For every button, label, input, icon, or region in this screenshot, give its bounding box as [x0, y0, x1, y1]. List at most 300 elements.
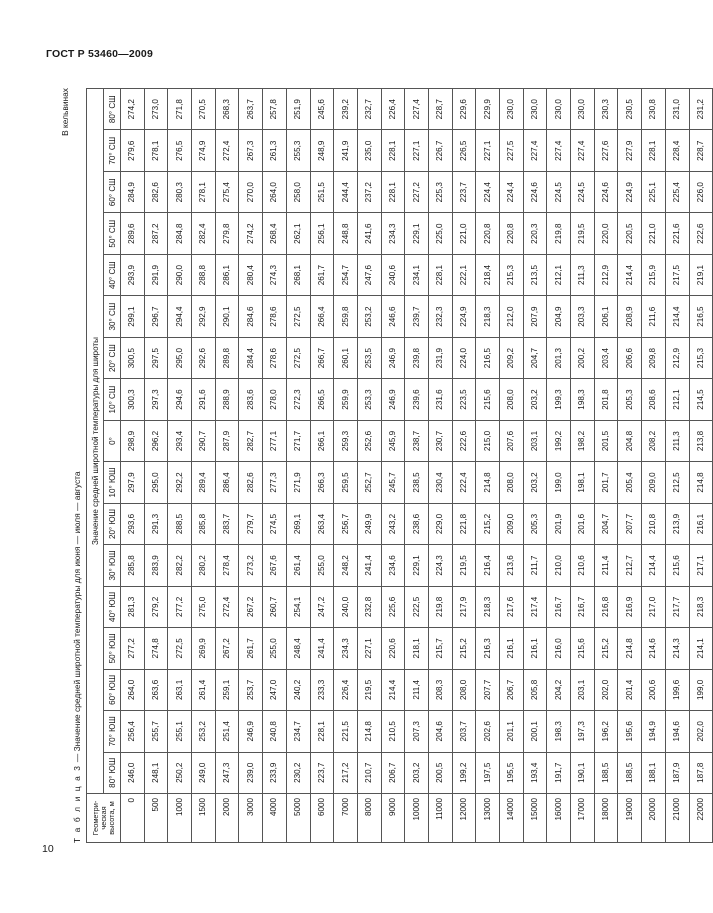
table-row: [192, 89, 216, 843]
temperature-cell: 253,7: [239, 669, 263, 710]
temperature-cell: 232,3: [428, 296, 452, 337]
temperature-cell: 266,4: [310, 296, 334, 337]
temperature-cell: 274,9: [192, 130, 216, 171]
temperature-cell: 284,6: [239, 296, 263, 337]
rotated-table-block: [60, 88, 705, 843]
temperature-cell: 275,4: [215, 171, 239, 212]
temperature-cell: 211,4: [405, 669, 429, 710]
temperature-cell: 280,3: [168, 171, 192, 212]
temperature-cell: 219,8: [428, 586, 452, 627]
temperature-cell: 278,1: [144, 130, 168, 171]
temperature-cell: 218,1: [405, 628, 429, 669]
temperature-cell: 214,6: [642, 628, 666, 669]
temperature-cell: 205,8: [523, 669, 547, 710]
temperature-cell: 261,3: [263, 130, 287, 171]
temperature-cell: 239,7: [405, 296, 429, 337]
temperature-cell: 227,4: [571, 130, 595, 171]
temperature-cell: 256,7: [334, 503, 358, 544]
temperature-cell: 225,0: [428, 213, 452, 254]
temperature-cell: 258,0: [286, 171, 310, 212]
temperature-cell: 201,8: [594, 379, 618, 420]
temperature-cell: 198,2: [571, 420, 595, 461]
temperature-cell: 212,0: [500, 296, 524, 337]
temperature-cell: 259,3: [334, 420, 358, 461]
temperature-cell: 224,3: [428, 545, 452, 586]
temperature-cell: 220,8: [476, 213, 500, 254]
temperature-cell: 205,3: [618, 379, 642, 420]
temperature-cell: 279,6: [121, 130, 145, 171]
temperature-cell: 293,9: [121, 254, 145, 295]
temperature-cell: 247,3: [215, 752, 239, 793]
temperature-cell: 294,6: [168, 379, 192, 420]
altitude-cell: 1000: [168, 794, 192, 843]
temperature-cell: 289,8: [215, 337, 239, 378]
temperature-cell: 224,4: [500, 171, 524, 212]
temperature-cell: 213,9: [665, 503, 689, 544]
altitude-cell: 12000: [452, 794, 476, 843]
temperature-cell: 253,5: [357, 337, 381, 378]
temperature-cell: 227,9: [618, 130, 642, 171]
temperature-cell: 210,8: [642, 503, 666, 544]
temperature-cell: 216,1: [523, 628, 547, 669]
altitude-header: Геометри-ческая высота, м: [87, 794, 121, 843]
temperature-cell: 248,4: [286, 628, 310, 669]
temperature-cell: 290,1: [215, 296, 239, 337]
temperature-cell: 203,1: [523, 420, 547, 461]
temperature-cell: 187,8: [689, 752, 713, 793]
table-row: [381, 89, 405, 843]
temperature-cell: 230,0: [547, 89, 571, 131]
temperature-cell: 228,1: [642, 130, 666, 171]
column-header: 0°: [104, 420, 121, 461]
table-row: [500, 89, 524, 843]
temperature-cell: 241,4: [357, 545, 381, 586]
temperature-cell: 215,3: [689, 337, 713, 378]
altitude-cell: 9000: [381, 794, 405, 843]
temperature-cell: 204,6: [428, 711, 452, 752]
temperature-cell: 261,4: [286, 545, 310, 586]
temperature-cell: 272,5: [286, 337, 310, 378]
temperature-cell: 292,9: [192, 296, 216, 337]
temperature-cell: 227,4: [547, 130, 571, 171]
temperature-cell: 283,6: [239, 379, 263, 420]
temperature-cell: 230,4: [428, 462, 452, 503]
caption-prefix: Т а б л и ц а 3: [72, 764, 82, 843]
temperature-cell: 212,7: [618, 545, 642, 586]
temperature-cell: 212,5: [665, 462, 689, 503]
table-row: [642, 89, 666, 843]
temperature-cell: 208,0: [500, 379, 524, 420]
temperature-cell: 248,9: [310, 130, 334, 171]
temperature-cell: 194,6: [665, 711, 689, 752]
temperature-cell: 239,6: [405, 379, 429, 420]
temperature-cell: 266,7: [310, 337, 334, 378]
temperature-cell: 216,4: [476, 545, 500, 586]
table-row: [547, 89, 571, 843]
altitude-cell: 5000: [286, 794, 310, 843]
temperature-cell: 283,9: [144, 545, 168, 586]
temperature-cell: 210,6: [571, 545, 595, 586]
temperature-cell: 197,3: [571, 711, 595, 752]
group-header-row: [87, 89, 104, 843]
temperature-cell: 206,1: [594, 296, 618, 337]
temperature-cell: 295,0: [144, 462, 168, 503]
temperature-cell: 288,8: [192, 254, 216, 295]
temperature-cell: 211,4: [594, 545, 618, 586]
temperature-cell: 222,4: [452, 462, 476, 503]
temperature-cell: 220,8: [500, 213, 524, 254]
temperature-cell: 210,7: [357, 752, 381, 793]
temperature-cell: 199,0: [547, 462, 571, 503]
temperature-cell: 244,4: [334, 171, 358, 212]
temperature-cell: 246,9: [239, 711, 263, 752]
temperature-cell: 215,6: [665, 545, 689, 586]
temperature-cell: 245,9: [381, 420, 405, 461]
altitude-cell: 7000: [334, 794, 358, 843]
temperature-cell: 208,3: [428, 669, 452, 710]
temperature-cell: 202,6: [476, 711, 500, 752]
temperature-cell: 245,7: [381, 462, 405, 503]
temperature-cell: 290,0: [168, 254, 192, 295]
temperature-cell: 215,2: [452, 628, 476, 669]
table-row: [168, 89, 192, 843]
table-row: [523, 89, 547, 843]
temperature-cell: 209,0: [642, 462, 666, 503]
temperature-cell: 267,2: [215, 628, 239, 669]
temperature-cell: 214,4: [665, 296, 689, 337]
altitude-cell: 0: [121, 794, 145, 843]
temperature-cell: 218,4: [476, 254, 500, 295]
temperature-cell: 220,5: [618, 213, 642, 254]
altitude-cell: 6000: [310, 794, 334, 843]
temperature-cell: 210,5: [381, 711, 405, 752]
temperature-cell: 226,0: [689, 171, 713, 212]
temperature-cell: 224,5: [571, 171, 595, 212]
column-header: 50° СШ: [104, 213, 121, 254]
temperature-cell: 255,3: [286, 130, 310, 171]
temperature-cell: 297,5: [144, 337, 168, 378]
temperature-cell: 259,9: [334, 379, 358, 420]
temperature-cell: 217,1: [689, 545, 713, 586]
temperature-cell: 291,6: [192, 379, 216, 420]
temperature-cell: 203,2: [523, 379, 547, 420]
temperature-cell: 284,8: [168, 213, 192, 254]
temperature-cell: 294,4: [168, 296, 192, 337]
temperature-cell: 254,1: [286, 586, 310, 627]
table-row: [405, 89, 429, 843]
temperature-cell: 201,5: [594, 420, 618, 461]
temperature-cell: 201,3: [547, 337, 571, 378]
temperature-cell: 282,4: [192, 213, 216, 254]
temperature-cell: 251,4: [215, 711, 239, 752]
temperature-cell: 281,3: [121, 586, 145, 627]
temperature-cell: 277,3: [263, 462, 287, 503]
temperature-cell: 221,0: [642, 213, 666, 254]
column-header: 10° СШ: [104, 379, 121, 420]
temperature-cell: 215,3: [500, 254, 524, 295]
temperature-cell: 274,2: [239, 213, 263, 254]
temperature-cell: 207,7: [476, 669, 500, 710]
temperature-cell: 263,7: [239, 89, 263, 131]
temperature-cell: 292,6: [192, 337, 216, 378]
temperature-cell: 268,3: [215, 89, 239, 131]
temperature-cell: 299,1: [121, 296, 145, 337]
temperature-cell: 278,0: [263, 379, 287, 420]
temperature-cell: 283,7: [215, 503, 239, 544]
temperature-cell: 212,9: [665, 337, 689, 378]
column-header: 20° ЮШ: [104, 503, 121, 544]
temperature-cell: 261,4: [192, 669, 216, 710]
temperature-cell: 267,2: [239, 586, 263, 627]
temperature-cell: 199,0: [689, 669, 713, 710]
temperature-cell: 233,3: [310, 669, 334, 710]
temperature-cell: 213,5: [523, 254, 547, 295]
table-row: [357, 89, 381, 843]
temperature-cell: 211,6: [642, 296, 666, 337]
column-header: 60° СШ: [104, 171, 121, 212]
temperature-cell: 197,5: [476, 752, 500, 793]
temperature-cell: 278,4: [215, 545, 239, 586]
column-header: 60° ЮШ: [104, 669, 121, 710]
temperature-cell: 230,2: [286, 752, 310, 793]
temperature-cell: 199,6: [665, 669, 689, 710]
temperature-cell: 231,9: [428, 337, 452, 378]
temperature-cell: 203,3: [571, 296, 595, 337]
column-header: 30° СШ: [104, 296, 121, 337]
temperature-cell: 216,0: [547, 628, 571, 669]
temperature-cell: 228,7: [428, 89, 452, 131]
temperature-cell: 216,3: [476, 628, 500, 669]
temperature-cell: 227,1: [357, 628, 381, 669]
temperature-cell: 217,9: [452, 586, 476, 627]
temperature-cell: 232,8: [357, 586, 381, 627]
altitude-cell: 1500: [192, 794, 216, 843]
temperature-cell: 225,6: [381, 586, 405, 627]
temperature-cell: 287,2: [144, 213, 168, 254]
table-row: [689, 89, 713, 843]
temperature-cell: 211,3: [665, 420, 689, 461]
table-row: [334, 89, 358, 843]
table-row: [476, 89, 500, 843]
temperature-cell: 274,5: [263, 503, 287, 544]
temperature-cell: 204,9: [547, 296, 571, 337]
temperature-cell: 223,7: [452, 171, 476, 212]
altitude-cell: 13000: [476, 794, 500, 843]
temperature-cell: 249,9: [357, 503, 381, 544]
temperature-cell: 204,7: [594, 503, 618, 544]
temperature-cell: 206,7: [500, 669, 524, 710]
temperature-cell: 261,7: [310, 254, 334, 295]
temperature-cell: 205,4: [618, 462, 642, 503]
temperature-cell: 253,3: [357, 379, 381, 420]
temperature-cell: 213,6: [500, 545, 524, 586]
temperature-cell: 201,7: [594, 462, 618, 503]
temperature-cell: 216,5: [476, 337, 500, 378]
temperature-cell: 263,1: [168, 669, 192, 710]
column-header: 40° ЮШ: [104, 586, 121, 627]
temperature-cell: 239,8: [405, 337, 429, 378]
temperature-cell: 224,0: [452, 337, 476, 378]
temperature-cell: 240,0: [334, 586, 358, 627]
temperature-cell: 296,7: [144, 296, 168, 337]
temperature-cell: 272,4: [215, 130, 239, 171]
altitude-cell: 19000: [618, 794, 642, 843]
temperature-cell: 285,8: [192, 503, 216, 544]
temperature-cell: 240,2: [286, 669, 310, 710]
temperature-cell: 217,4: [523, 586, 547, 627]
temperature-cell: 274,8: [144, 628, 168, 669]
temperature-cell: 268,4: [263, 213, 287, 254]
temperature-cell: 218,3: [476, 296, 500, 337]
temperature-cell: 195,5: [500, 752, 524, 793]
temperature-cell: 203,7: [452, 711, 476, 752]
temperature-cell: 248,8: [334, 213, 358, 254]
temperature-cell: 288,9: [215, 379, 239, 420]
temperature-cell: 240,8: [263, 711, 287, 752]
temperature-cell: 207,9: [523, 296, 547, 337]
temperature-cell: 286,1: [215, 254, 239, 295]
table-row: [594, 89, 618, 843]
temperature-cell: 208,0: [500, 462, 524, 503]
temperature-cell: 297,9: [121, 462, 145, 503]
temperature-cell: 291,9: [144, 254, 168, 295]
temperature-cell: 227,1: [405, 130, 429, 171]
units-label: В кельвинах: [60, 88, 70, 136]
temperature-cell: 230,5: [618, 89, 642, 131]
temperature-cell: 295,0: [168, 337, 192, 378]
temperature-cell: 226,7: [428, 130, 452, 171]
temperature-cell: 268,1: [286, 254, 310, 295]
temperature-cell: 231,2: [689, 89, 713, 131]
table-row: [571, 89, 595, 843]
page-number: 10: [42, 843, 54, 855]
temperature-cell: 226,4: [381, 89, 405, 131]
temperature-cell: 234,1: [405, 254, 429, 295]
temperature-cell: 201,6: [571, 503, 595, 544]
column-header: 30° ЮШ: [104, 545, 121, 586]
table-row: [286, 89, 310, 843]
temperature-cell: 251,5: [310, 171, 334, 212]
temperature-cell: 230,8: [642, 89, 666, 131]
temperature-cell: 293,4: [168, 420, 192, 461]
table-row: [239, 89, 263, 843]
temperature-cell: 214,3: [665, 628, 689, 669]
temperature-cell: 280,4: [239, 254, 263, 295]
temperature-cell: 256,1: [310, 213, 334, 254]
temperature-cell: 277,2: [168, 586, 192, 627]
temperature-cell: 217,2: [334, 752, 358, 793]
table-row: [428, 89, 452, 843]
latitude-group-header: Значение средней широтной температуры для широты: [87, 89, 104, 794]
column-header-row: [104, 89, 121, 843]
temperature-cell: 199,3: [547, 379, 571, 420]
temperature-cell: 277,1: [263, 420, 287, 461]
temperature-cell: 212,1: [547, 254, 571, 295]
temperature-cell: 253,2: [357, 296, 381, 337]
temperature-cell: 214,1: [689, 628, 713, 669]
altitude-cell: 11000: [428, 794, 452, 843]
temperature-cell: 216,1: [500, 628, 524, 669]
temperature-cell: 260,7: [263, 586, 287, 627]
temperature-cell: 241,9: [334, 130, 358, 171]
temperature-cell: 203,4: [594, 337, 618, 378]
caption-text: — Значение средней широтной температуры для июня — июля — августа: [72, 471, 82, 765]
altitude-cell: 3000: [239, 794, 263, 843]
temperature-cell: 218,3: [476, 586, 500, 627]
temperature-cell: 249,0: [192, 752, 216, 793]
temperature-cell: 187,9: [665, 752, 689, 793]
temperature-cell: 220,3: [523, 213, 547, 254]
temperature-cell: 204,7: [523, 337, 547, 378]
temperature-cell: 202,0: [594, 669, 618, 710]
temperature-cell: 262,1: [286, 213, 310, 254]
temperature-cell: 224,6: [594, 171, 618, 212]
temperature-cell: 259,5: [334, 462, 358, 503]
table-row: [452, 89, 476, 843]
altitude-cell: 22000: [689, 794, 713, 843]
temperature-cell: 226,4: [334, 669, 358, 710]
table-row: [263, 89, 287, 843]
temperature-cell: 279,7: [239, 503, 263, 544]
temperature-cell: 272,4: [215, 586, 239, 627]
temperature-cell: 230,7: [428, 420, 452, 461]
temperature-cell: 221,8: [452, 503, 476, 544]
temperature-cell: 214,8: [689, 462, 713, 503]
temperature-cell: 237,2: [357, 171, 381, 212]
altitude-cell: 500: [144, 794, 168, 843]
temperature-cell: 229,6: [452, 89, 476, 131]
temperature-cell: 220,0: [594, 213, 618, 254]
temperature-cell: 259,1: [215, 669, 239, 710]
temperature-cell: 223,5: [452, 379, 476, 420]
temperature-cell: 224,9: [452, 296, 476, 337]
temperature-cell: 273,2: [239, 545, 263, 586]
temperature-cell: 201,9: [547, 503, 571, 544]
temperature-cell: 247,6: [357, 254, 381, 295]
temperature-cell: 198,1: [571, 462, 595, 503]
temperature-cell: 238,5: [405, 462, 429, 503]
temperature-cell: 252,7: [357, 462, 381, 503]
temperature-cell: 270,5: [192, 89, 216, 131]
altitude-cell: 4000: [263, 794, 287, 843]
temperature-cell: 212,1: [665, 379, 689, 420]
temperature-cell: 204,8: [618, 420, 642, 461]
temperature-cell: 227,5: [500, 130, 524, 171]
temperature-cell: 253,2: [192, 711, 216, 752]
temperature-cell: 224,5: [547, 171, 571, 212]
temperature-cell: 203,1: [571, 669, 595, 710]
temperature-cell: 287,9: [215, 420, 239, 461]
temperature-cell: 199,2: [452, 752, 476, 793]
temperature-cell: 201,1: [500, 711, 524, 752]
temperature-cell: 269,9: [192, 628, 216, 669]
temperature-cell: 207,7: [618, 503, 642, 544]
temperature-cell: 228,1: [381, 130, 405, 171]
temperature-cell: 224,4: [476, 171, 500, 212]
temperature-cell: 215,2: [476, 503, 500, 544]
temperature-cell: 246,6: [381, 296, 405, 337]
temperature-cell: 282,7: [239, 420, 263, 461]
temperature-cell: 256,4: [121, 711, 145, 752]
temperature-cell: 217,7: [665, 586, 689, 627]
temperature-cell: 240,6: [381, 254, 405, 295]
temperature-cell: 221,0: [452, 213, 476, 254]
temperature-cell: 289,4: [192, 462, 216, 503]
temperature-cell: 291,3: [144, 503, 168, 544]
temperature-cell: 188,5: [594, 752, 618, 793]
temperature-cell: 227,1: [476, 130, 500, 171]
temperature-cell: 248,1: [144, 752, 168, 793]
